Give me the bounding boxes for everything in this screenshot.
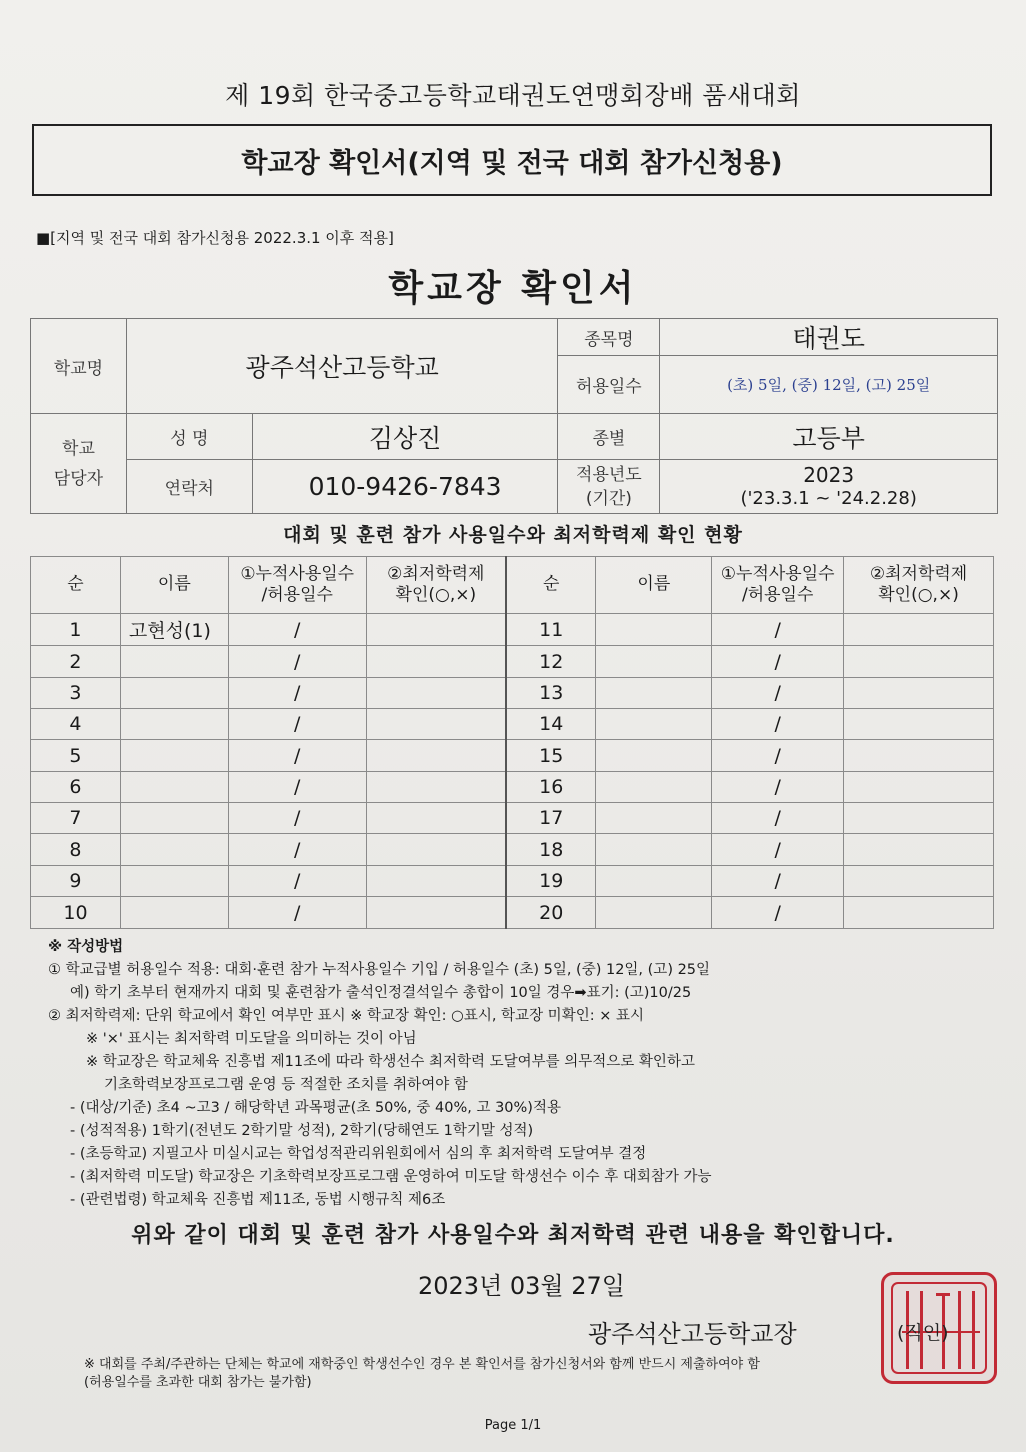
person-name-value: 김상진 (252, 414, 558, 460)
section-title: 대회 및 훈련 참가 사용일수와 최저학력제 확인 현황 (283, 524, 743, 546)
student-name (120, 772, 228, 803)
table-row (31, 614, 994, 646)
apply-year-value: 2023 (803, 462, 855, 487)
student-name (120, 866, 228, 897)
row-number: 19 (506, 866, 596, 897)
apply-period-value: ('23.3.1 ~ '24.2.28) (740, 487, 917, 509)
table-row (31, 646, 994, 678)
school-name-value: 광주석산고등학교 (126, 319, 558, 414)
row-number: 5 (31, 740, 121, 772)
student-name (120, 646, 228, 678)
min-academic-cell (366, 866, 506, 897)
detail-elementary: - (초등학교) 지필고사 미실시교는 학업성적관리위원회에서 심의 후 최저학력 도달여부 결정 (70, 1146, 647, 1162)
min-academic-cell (844, 646, 994, 678)
used-days-cell: / (712, 740, 844, 772)
min-academic-cell (366, 678, 506, 709)
row-number: 14 (506, 709, 596, 740)
instruction-2-note-b: ※ 학교장은 학교체육 진흥법 제11조에 따라 학생선수 최저학력 도달여부를 의무적으로 확인하고 (86, 1054, 695, 1070)
min-academic-cell (366, 834, 506, 866)
used-days-cell: / (712, 678, 844, 709)
student-name: 고현성(1) (120, 614, 228, 646)
detail-target: - (대상/기준) 초4 ~고3 / 해당학년 과목평균(초 50%, 중 40%, 고 30%)적용 (70, 1100, 561, 1116)
used-days-cell: / (712, 646, 844, 678)
header-no: 순 (506, 557, 596, 614)
header-min-academic: ②최저학력제 확인(○,×) (844, 557, 994, 614)
student-name (120, 678, 228, 709)
used-days-cell: / (712, 803, 844, 834)
header-days: ①누적사용일수 /허용일수 (228, 557, 366, 614)
competition-title: 제 19회 한국중고등학교태권도연맹회장배 품새대회 (225, 81, 801, 110)
used-days-cell: / (228, 614, 366, 646)
row-number: 6 (31, 772, 121, 803)
used-days-cell: / (228, 897, 366, 929)
event-value: 태권도 (660, 319, 998, 356)
table-row (31, 772, 994, 803)
min-academic-cell (844, 740, 994, 772)
table-row (31, 740, 994, 772)
min-academic-cell (366, 646, 506, 678)
student-name (120, 834, 228, 866)
used-days-cell: / (712, 897, 844, 929)
contact-value: 010-9426-7843 (252, 460, 558, 514)
instruction-2-note-c: 기초학력보장프로그램 운영 등 적절한 조치를 취하여야 함 (104, 1077, 468, 1093)
row-number: 11 (506, 614, 596, 646)
row-number: 18 (506, 834, 596, 866)
detail-law: - (관련법령) 학교체육 진흥법 제11조, 동법 시행규칙 제6조 (70, 1192, 446, 1208)
instructions-title: ※ 작성방법 (48, 939, 124, 955)
used-days-cell: / (228, 740, 366, 772)
student-name (120, 897, 228, 929)
issue-date: 2023년 03월 27일 (418, 1272, 625, 1300)
header-name: 이름 (120, 557, 228, 614)
school-name-label: 학교명 (31, 319, 127, 414)
principal-signature: 광주석산고등학교장 (588, 1320, 797, 1348)
used-days-cell: / (228, 834, 366, 866)
document-title: 학교장 확인서 (388, 268, 638, 309)
student-name (596, 709, 712, 740)
apply-year-label: 적용년도 (기간) (558, 460, 660, 514)
min-academic-cell (366, 803, 506, 834)
min-academic-cell (844, 897, 994, 929)
row-number: 12 (506, 646, 596, 678)
student-name (596, 897, 712, 929)
boxed-title: 학교장 확인서(지역 및 전국 대회 참가신청용) (32, 124, 992, 196)
student-name (120, 803, 228, 834)
min-academic-cell (844, 803, 994, 834)
student-name (596, 866, 712, 897)
row-number: 4 (31, 709, 121, 740)
allowed-days-value: (초) 5일, (중) 12일, (고) 25일 (660, 356, 998, 414)
table-row (31, 834, 994, 866)
table-row (31, 678, 994, 709)
applicability-notice: ■[지역 및 전국 대회 참가신청용 2022.3.1 이후 적용] (36, 229, 394, 247)
participation-table (30, 556, 994, 929)
min-academic-cell (844, 678, 994, 709)
manager-label: 학교 담당자 (31, 414, 127, 514)
category-label: 종별 (558, 414, 660, 460)
min-academic-cell (366, 709, 506, 740)
row-number: 10 (31, 897, 121, 929)
header-name: 이름 (596, 557, 712, 614)
row-number: 2 (31, 646, 121, 678)
detail-not-reached: - (최저학력 미도달) 학교장은 기초학력보장프로그램 운영하여 미도달 학생선수 이수 후 대회참가 가능 (70, 1169, 712, 1185)
instruction-2: ② 최저학력제: 단위 학교에서 확인 여부만 표시 ※ 학교장 확인: ○표시, 학교장 미확인: × 표시 (48, 1008, 644, 1024)
row-number: 15 (506, 740, 596, 772)
event-label: 종목명 (558, 319, 660, 356)
row-number: 16 (506, 772, 596, 803)
person-name-label: 성 명 (126, 414, 252, 460)
category-value: 고등부 (660, 414, 998, 460)
used-days-cell: / (712, 866, 844, 897)
instructions (48, 936, 998, 1212)
min-academic-cell (366, 740, 506, 772)
student-name (596, 772, 712, 803)
student-name (596, 834, 712, 866)
row-number: 3 (31, 678, 121, 709)
min-academic-cell (844, 709, 994, 740)
contact-label: 연락처 (126, 460, 252, 514)
used-days-cell: / (712, 772, 844, 803)
used-days-cell: / (712, 709, 844, 740)
row-number: 7 (31, 803, 121, 834)
student-name (596, 678, 712, 709)
min-academic-cell (366, 772, 506, 803)
header-days: ①누적사용일수 /허용일수 (712, 557, 844, 614)
header-no: 순 (31, 557, 121, 614)
used-days-cell: / (228, 646, 366, 678)
used-days-cell: / (228, 866, 366, 897)
min-academic-cell (366, 897, 506, 929)
row-number: 8 (31, 834, 121, 866)
used-days-cell: / (712, 834, 844, 866)
used-days-cell: / (228, 772, 366, 803)
seal-label: (직인) (897, 1322, 949, 1344)
instruction-1-example: 예) 학기 초부터 현재까지 대회 및 훈련참가 출석인정결석일수 총합이 10일 경우➡표기: (고)10/25 (70, 985, 692, 1001)
instruction-1: ① 학교급별 허용일수 적용: 대회·훈련 참가 누적사용일수 기입 / 허용일수 (초) 5일, (중) 12일, (고) 25일 (48, 962, 711, 978)
student-name (596, 646, 712, 678)
school-info-table (30, 318, 998, 514)
student-name (596, 803, 712, 834)
row-number: 1 (31, 614, 121, 646)
table-row (31, 866, 994, 897)
detail-grades: - (성적적용) 1학기(전년도 2학기말 성적), 2학기(당해연도 1학기말 성적) (70, 1123, 534, 1139)
row-number: 13 (506, 678, 596, 709)
used-days-cell: / (228, 678, 366, 709)
confirmation-statement: 위와 같이 대회 및 훈련 참가 사용일수와 최저학력 관련 내용을 확인합니다. (131, 1223, 895, 1248)
header-min-academic: ②최저학력제 확인(○,×) (366, 557, 506, 614)
allowed-days-label: 허용일수 (558, 356, 660, 414)
footnote: ※ 대회를 주최/주관하는 단체는 학교에 재학중인 학생선수인 경우 본 확인서를 참가신청서와 함께 반드시 제출하여야 함 (허용일수를 초과한 대회 참가는 불가함) (84, 1357, 760, 1390)
used-days-cell: / (712, 614, 844, 646)
instruction-2-note-a: ※ '×' 표시는 최저학력 미도달을 의미하는 것이 아님 (86, 1031, 417, 1047)
table-row (31, 709, 994, 740)
apply-year-cell (660, 460, 998, 514)
min-academic-cell (844, 866, 994, 897)
row-number: 17 (506, 803, 596, 834)
row-number: 20 (506, 897, 596, 929)
row-number: 9 (31, 866, 121, 897)
student-name (596, 740, 712, 772)
table-row (31, 897, 994, 929)
min-academic-cell (844, 614, 994, 646)
min-academic-cell (844, 834, 994, 866)
page-number: Page 1/1 (484, 1418, 542, 1433)
student-name (120, 740, 228, 772)
used-days-cell: / (228, 803, 366, 834)
min-academic-cell (844, 772, 994, 803)
used-days-cell: / (228, 709, 366, 740)
student-name (120, 709, 228, 740)
min-academic-cell (366, 614, 506, 646)
table-row (31, 803, 994, 834)
student-name (596, 614, 712, 646)
